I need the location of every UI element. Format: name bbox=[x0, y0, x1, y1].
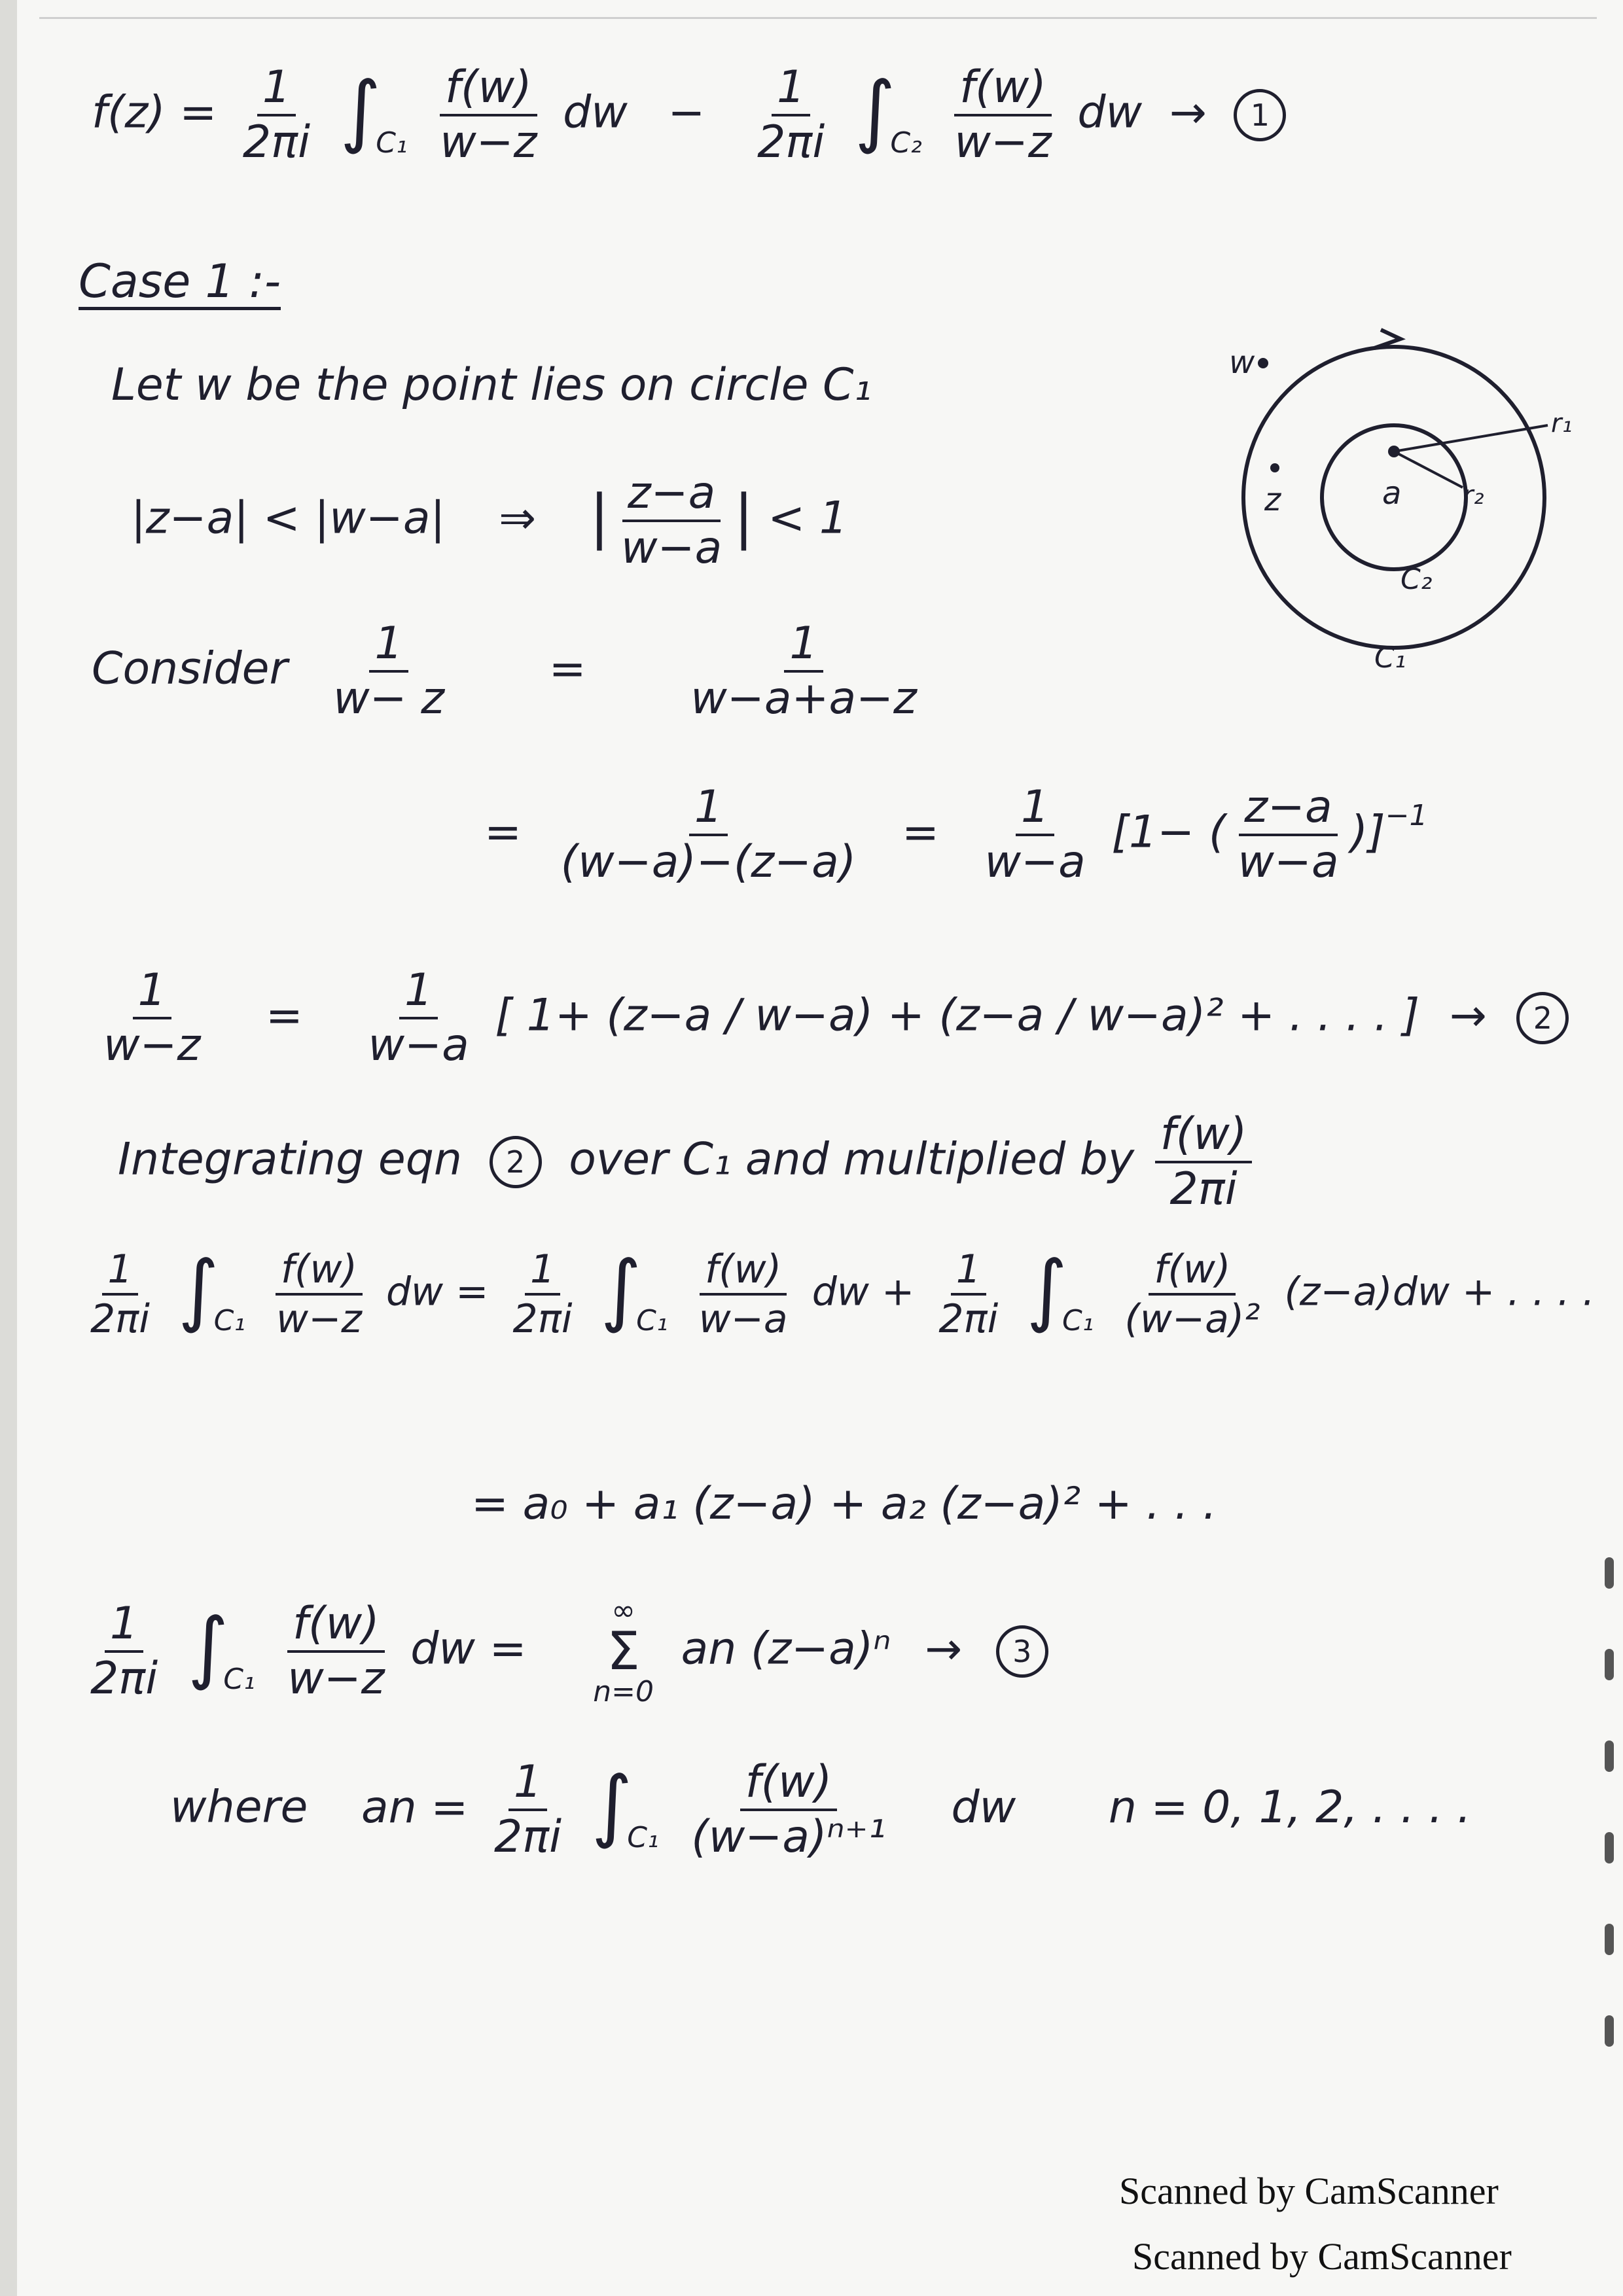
expansion-line: = $\frac{1}{(w-a)-(z-a)}$ = $\frac{1}{w-a}$ [1− ( $\frac{z-a}{w-a}$ )]$^{-1}$ bbox=[484, 781, 1428, 888]
label-a: a bbox=[1382, 475, 1402, 512]
equation-number-1: 1 bbox=[1234, 89, 1286, 141]
consider-line: Consider $\frac{1}{w- z}$ = $\frac{1}{w-a+a-z}$ bbox=[92, 618, 917, 724]
label-z: z bbox=[1264, 482, 1281, 518]
coefficient-definition-line: where an = $\frac{1}{2\pi i}$ $\int_{C_1}$ $\frac{f(w)}{\text{(w−a)ⁿ⁺¹}}$ dw n = 0, 1, 2, . . . . bbox=[170, 1756, 1471, 1863]
integrating-line: Integrating eqn 2 over C₁ and multiplied by $\frac{f(w)}{2\pi i}$ bbox=[118, 1112, 1258, 1212]
integral-sign: ∫ bbox=[340, 65, 382, 156]
equation-1: f(z) = $\frac{1}{2\pi i}$ $\int_{C_1}$ $\frac{f(w)}{w-z}$ dw − $\frac{1}{2\pi i}$ $\int_{C_2}$ $\frac{f(w)}{w-z}$ dw → 1 bbox=[92, 65, 1286, 165]
label-c1: C₁ bbox=[1374, 641, 1406, 674]
scanner-watermark-1: Scanned by CamScanner bbox=[1119, 2170, 1499, 2212]
label-c2: C₂ bbox=[1400, 563, 1433, 596]
label-w: w bbox=[1229, 344, 1255, 381]
fraction: $\frac{1}{2\pi i}$ bbox=[242, 62, 311, 168]
integrand: $\frac{f(w)}{w-z}$ bbox=[440, 62, 537, 168]
case-heading: Case 1 :- bbox=[79, 258, 281, 310]
equation-number-2: 2 bbox=[1516, 992, 1569, 1044]
inequality-line: |z−a| < |w−a| ⇒ | $\frac{z-a}{w-a}$ | < 1 bbox=[131, 467, 848, 574]
lhs: f(z) = bbox=[92, 86, 217, 139]
binding-holes bbox=[1584, 1557, 1623, 2068]
series-line: $\frac{1}{w-z}$ = $\frac{1}{w-a}$ [ 1+ (z−a / w−a) + (z−a / w−a)² + . . . . ] → 2 bbox=[92, 968, 1569, 1068]
point-w bbox=[1258, 358, 1268, 368]
center-point-a bbox=[1388, 446, 1400, 457]
line-point-on-circle: Let w be the point lies on circle C₁ bbox=[111, 359, 872, 411]
integral-expansion-line: $\frac{1}{2\pi i}$ $\int_{C_1}$ $\frac{f(w)}{w-z}$ dw = $\frac{1}{2\pi i}$ $\int_{C_1}$ $\frac{f(w)}{w-a}$ dw + $\frac{1}{2\pi i}$ $\int_{C_1}$ $\frac{f(w)}{\text{(w−a)²}}$ (z−a)dw + . . . . bbox=[90, 1245, 1595, 1342]
top-rule bbox=[39, 17, 1597, 19]
scanner-watermark-2: Scanned by CamScanner bbox=[1132, 2235, 1512, 2278]
label-r2: r₂ bbox=[1463, 480, 1484, 510]
point-z bbox=[1270, 463, 1279, 472]
label-r1: r₁ bbox=[1551, 408, 1573, 438]
taylor-sum-line: $\frac{1}{2\pi i}$ $\int_{C_1}$ $\frac{f(w)}{w-z}$ dw = ∞ Σ n=0 an (z−a)ⁿ → 3 bbox=[79, 1597, 1048, 1706]
equation-number-3: 3 bbox=[996, 1625, 1048, 1678]
coefficient-series-line: = a₀ + a₁ (z−a) + a₂ (z−a)² + . . . bbox=[471, 1478, 1217, 1530]
annulus-diagram bbox=[1204, 321, 1584, 674]
